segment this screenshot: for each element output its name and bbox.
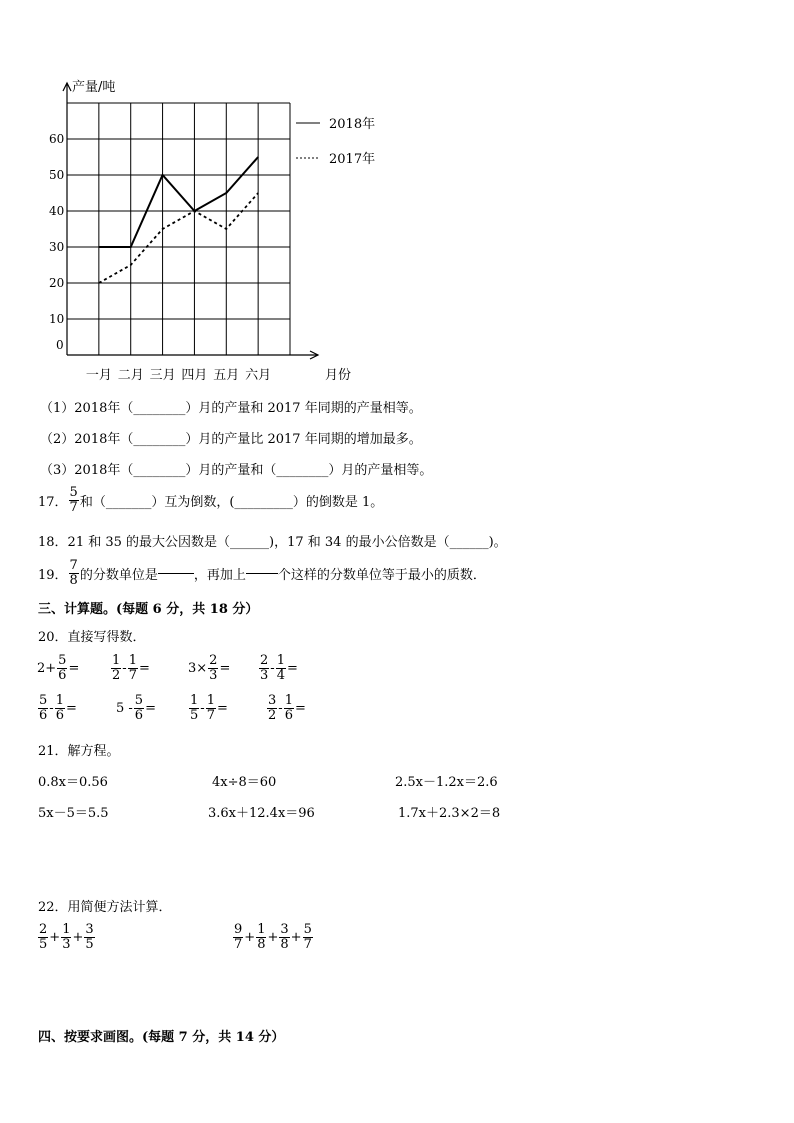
fraction: $\frac{5}{6}$: [39, 693, 48, 723]
expression-text: =: [138, 661, 150, 676]
q22-title: 22．用简便方法计算．: [38, 900, 172, 915]
x-tick-label: 三月: [149, 368, 176, 383]
expression-text: =: [294, 701, 306, 716]
q21-eq-1: 0.8x＝0.56: [38, 775, 108, 790]
q20-item: [188, 654, 230, 683]
q21-eq-5: 3.6x＋12.4x＝96: [208, 806, 315, 821]
q20-title: 20．直接写得数．: [38, 630, 146, 645]
x-tick-label: 四月: [181, 368, 208, 383]
plus-sign: +: [49, 930, 61, 945]
expression-text: =: [219, 661, 231, 676]
expression-text: =: [65, 701, 77, 716]
series-line-2018年: [99, 157, 258, 247]
q16-sub1: （1）2018年（________）月的产量和 2017 年同期的产量相等。: [40, 401, 422, 416]
y-tick-label: 20: [49, 276, 65, 290]
expression-text: =: [216, 701, 228, 716]
expression-text: -: [200, 701, 205, 716]
plus-sign: +: [244, 930, 256, 945]
q17-text: 和（_______）互为倒数，(_________）的倒数是 1。: [79, 495, 384, 510]
legend-label: 2018年: [329, 117, 376, 132]
q19-blank-2[interactable]: [246, 573, 278, 574]
y-tick-label: 60: [49, 132, 65, 146]
q21-eq-2: 4x÷8＝60: [212, 775, 277, 790]
fraction: $\frac{2}{3}$: [209, 653, 218, 683]
x-tick-label: 六月: [245, 368, 272, 383]
q20-item: [37, 694, 77, 723]
expression-text: -: [122, 661, 127, 676]
q20-item: [37, 654, 79, 683]
q19-number: 19．: [38, 568, 68, 583]
expression-text: -: [270, 661, 275, 676]
q22-expression-1: [37, 923, 96, 952]
x-axis-label: 月份: [324, 368, 352, 383]
fraction: $\frac{3}{8}$: [280, 922, 289, 952]
fraction: $\frac{1}{3}$: [62, 922, 71, 952]
chart-series: [99, 157, 258, 283]
fraction: $\frac{5}{7}$: [303, 922, 312, 952]
fraction: $\frac{1}{4}$: [276, 653, 285, 683]
fraction: $\frac{5}{6}$: [58, 653, 67, 683]
q20-item: [116, 694, 156, 723]
fraction: $\frac{5}{6}$: [134, 693, 144, 723]
chart-grid: [67, 103, 290, 355]
y-tick-label: 0: [56, 338, 64, 352]
expression-text: 5 -: [116, 701, 133, 716]
legend-label: 2017年: [329, 152, 376, 167]
fraction: $\frac{3}{2}$: [268, 693, 277, 723]
q21-eq-3: 2.5x－1.2x＝2.6: [395, 775, 498, 790]
plus-sign: +: [72, 930, 84, 945]
section-3-heading: 三、计算题。(每题 6 分，共 18 分）: [38, 602, 259, 617]
q20-item: [110, 654, 150, 683]
chart-axes: [63, 83, 318, 359]
expression-text: =: [145, 701, 156, 716]
y-tick-label: 10: [49, 312, 65, 326]
x-tick-label: 一月: [85, 368, 112, 383]
production-line-chart: [40, 75, 400, 385]
fraction: $\frac{1}{6}$: [284, 693, 293, 723]
y-tick-label: 30: [49, 240, 65, 254]
q20-item: [258, 654, 298, 683]
plus-sign: +: [267, 930, 279, 945]
q22-expression-2: [232, 923, 314, 952]
q21-eq-4: 5x－5＝5.5: [38, 806, 109, 821]
q16-sub3: （3）2018年（________）月的产量和（________）月的产量相等。: [40, 463, 433, 478]
q17-fraction: $\frac{5}{7}$: [69, 485, 78, 515]
y-tick-label: 50: [49, 168, 65, 182]
fraction: $\frac{3}{5}$: [85, 922, 94, 952]
fraction: $\frac{1}{7}$: [206, 693, 215, 723]
fraction: $\frac{1}{8}$: [257, 922, 266, 952]
chart-labels: [49, 79, 375, 383]
expression-text: -: [278, 701, 283, 716]
expression-text: 2+: [37, 661, 57, 676]
y-tick-label: 40: [49, 204, 65, 218]
x-tick-label: 二月: [117, 368, 144, 383]
fraction: $\frac{2}{5}$: [39, 922, 48, 952]
y-axis-label: 产量/吨: [72, 80, 116, 95]
expression-text: -: [49, 701, 54, 716]
q18: 18．21 和 35 的最大公因数是（______)，17 和 34 的最小公倍数是（______)。: [38, 535, 507, 550]
expression-text: =: [286, 661, 298, 676]
expression-text: =: [68, 661, 80, 676]
q17-number: 17．: [38, 495, 68, 510]
fraction: $\frac{1}{6}$: [55, 693, 64, 723]
fraction: $\frac{1}{2}$: [112, 653, 121, 683]
q16-sub2: （2）2018年（________）月的产量比 2017 年同期的增加最多。: [40, 432, 422, 447]
q20-item: [266, 694, 306, 723]
fraction: $\frac{1}{7}$: [128, 653, 137, 683]
fraction: $\frac{9}{7}$: [234, 922, 243, 952]
q21-title: 21．解方程。: [38, 744, 120, 759]
q20-item: [188, 694, 228, 723]
plus-sign: +: [290, 930, 302, 945]
q21-eq-6: 1.7x＋2.3×2＝8: [398, 806, 501, 821]
fraction: $\frac{2}{3}$: [260, 653, 269, 683]
q19: 19． $\frac{7}{8}$ 的分数单位是 ，再加上 个这样的分数单位等于最小的质数．: [38, 558, 486, 588]
x-tick-label: 五月: [213, 368, 240, 383]
q17: [38, 486, 383, 515]
fraction: $\frac{1}{5}$: [190, 693, 199, 723]
q19-blank-1[interactable]: [158, 573, 194, 574]
expression-text: 3×: [188, 661, 208, 676]
series-line-2017年: [99, 193, 258, 283]
section-4-heading: 四、按要求画图。(每题 7 分，共 14 分）: [38, 1030, 285, 1045]
q19-fraction: $\frac{7}{8}$: [69, 558, 78, 588]
